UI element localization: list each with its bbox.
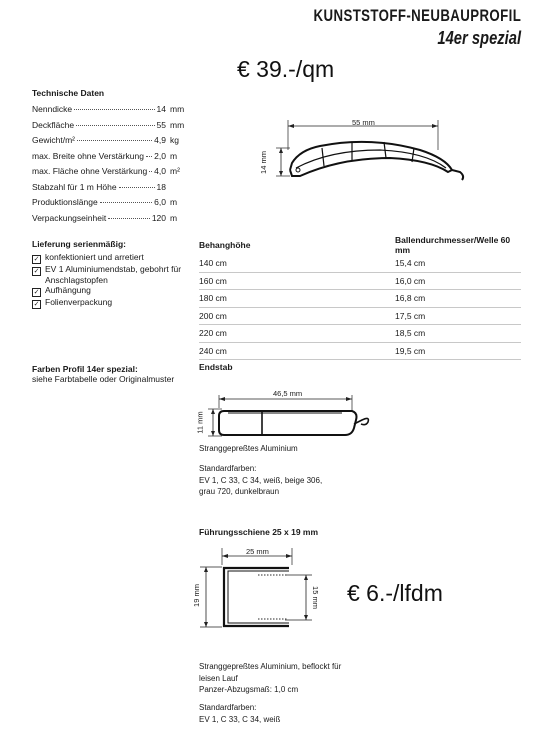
height-cell: 140 cm (199, 255, 395, 272)
tech-label: Deckfläche (32, 119, 75, 130)
endstab-colors: Standardfarben: EV 1, C 33, C 34, weiß, beige 306, grau 720, dunkelbraun (199, 464, 323, 496)
height-cell: 200 cm (199, 307, 395, 325)
diameter-cell: 15,4 cm (395, 255, 521, 272)
tech-unit: kg (170, 135, 179, 145)
tech-unit: m (170, 212, 178, 223)
rail-height-left-label: 19 mm (191, 584, 201, 607)
checkbox-icon: ✓ (33, 256, 40, 263)
tech-value: 4,9 (154, 135, 166, 145)
rail-description: Stranggepreßtes Aluminium, beflockt für leisen Lauf Panzer-Abzugsmaß: 1,0 cm (199, 662, 342, 694)
page-title: KUNSTSTOFF-NEUBAUPROFIL (313, 6, 521, 25)
checkbox-icon: ✓ (33, 301, 40, 308)
tech-value: 14 (156, 104, 166, 114)
tech-label: Nenndicke (32, 104, 73, 114)
tech-label: max. Breite ohne Verstärkung (32, 150, 144, 161)
rail-height-right-label: 15 mm (310, 586, 320, 609)
tech-value: 6,0 (154, 197, 166, 207)
tech-unit: m² (170, 166, 180, 176)
table-header-diameter: Ballendurchmesser/Welle 60 mm (395, 235, 511, 255)
list-item: ✓ EV 1 Aluminiumendstab, gebohrt für Anschlagstopfen (33, 264, 182, 285)
colors-text: siehe Farbtabelle oder Originalmuster (32, 374, 175, 384)
list-item: ✓ konfektioniert und arretiert (33, 252, 144, 263)
endstab-width-label: 46,5 mm (273, 389, 303, 398)
height-cell: 220 cm (199, 325, 395, 343)
delivery-heading: Lieferung serienmäßig: (32, 239, 126, 249)
rail-price: € 6.-/lfdm (347, 580, 443, 606)
tech-heading: Technische Daten (32, 88, 105, 98)
tech-label: Produktionslänge (32, 197, 98, 207)
tech-label: Stabzahl für 1 m Höhe (32, 181, 117, 192)
tech-label: Verpackungseinheit (32, 212, 107, 223)
rail-colors: Standardfarben: EV 1, C 33, C 34, weiß (199, 703, 281, 724)
tech-value: 55 (156, 119, 166, 130)
tech-label: Gewicht/m² (32, 135, 75, 145)
checkbox-icon: ✓ (33, 289, 40, 296)
tech-unit: m (170, 197, 178, 207)
tech-label: max. Fläche ohne Verstärkung (32, 166, 148, 176)
tech-value: 18 (156, 181, 166, 192)
endstab-height-label: 11 mm (195, 411, 205, 434)
endstab-heading: Endstab (199, 362, 233, 372)
height-cell: 180 cm (199, 290, 395, 308)
list-item: ✓ Aufhängung (33, 285, 91, 296)
rail-heading: Führungsschiene 25 x 19 mm (199, 527, 319, 537)
diameter-cell: 19,5 cm (395, 342, 521, 360)
diameter-cell: 17,5 cm (395, 307, 521, 325)
tech-value: 120 (151, 212, 166, 223)
diameter-cell: 18,5 cm (395, 325, 521, 343)
height-cell: 160 cm (199, 272, 395, 290)
tech-unit: mm (170, 119, 185, 130)
checkbox-icon: ✓ (33, 268, 40, 275)
tech-unit: m (170, 150, 178, 161)
endstab-material: Stranggepreßtes Aluminium (199, 444, 298, 453)
diameter-cell: 16,0 cm (395, 272, 521, 290)
tech-value: 4,0 (154, 166, 166, 176)
profile-height-label: 14 mm (258, 151, 268, 174)
tech-value: 2,0 (154, 150, 166, 161)
height-cell: 240 cm (199, 342, 395, 360)
table-header-height: Behanghöhe (199, 240, 251, 250)
diameter-cell: 16,8 cm (395, 290, 521, 308)
profile-width-label: 55 mm (352, 118, 375, 127)
rail-width-label: 25 mm (246, 547, 269, 556)
profile-price: € 39.-/qm (237, 56, 335, 82)
list-item: ✓ Folienverpackung (33, 297, 113, 308)
colors-heading: Farben Profil 14er spezial: (32, 364, 138, 374)
tech-unit: mm (170, 104, 185, 114)
page-subtitle: 14er spezial (437, 28, 521, 48)
